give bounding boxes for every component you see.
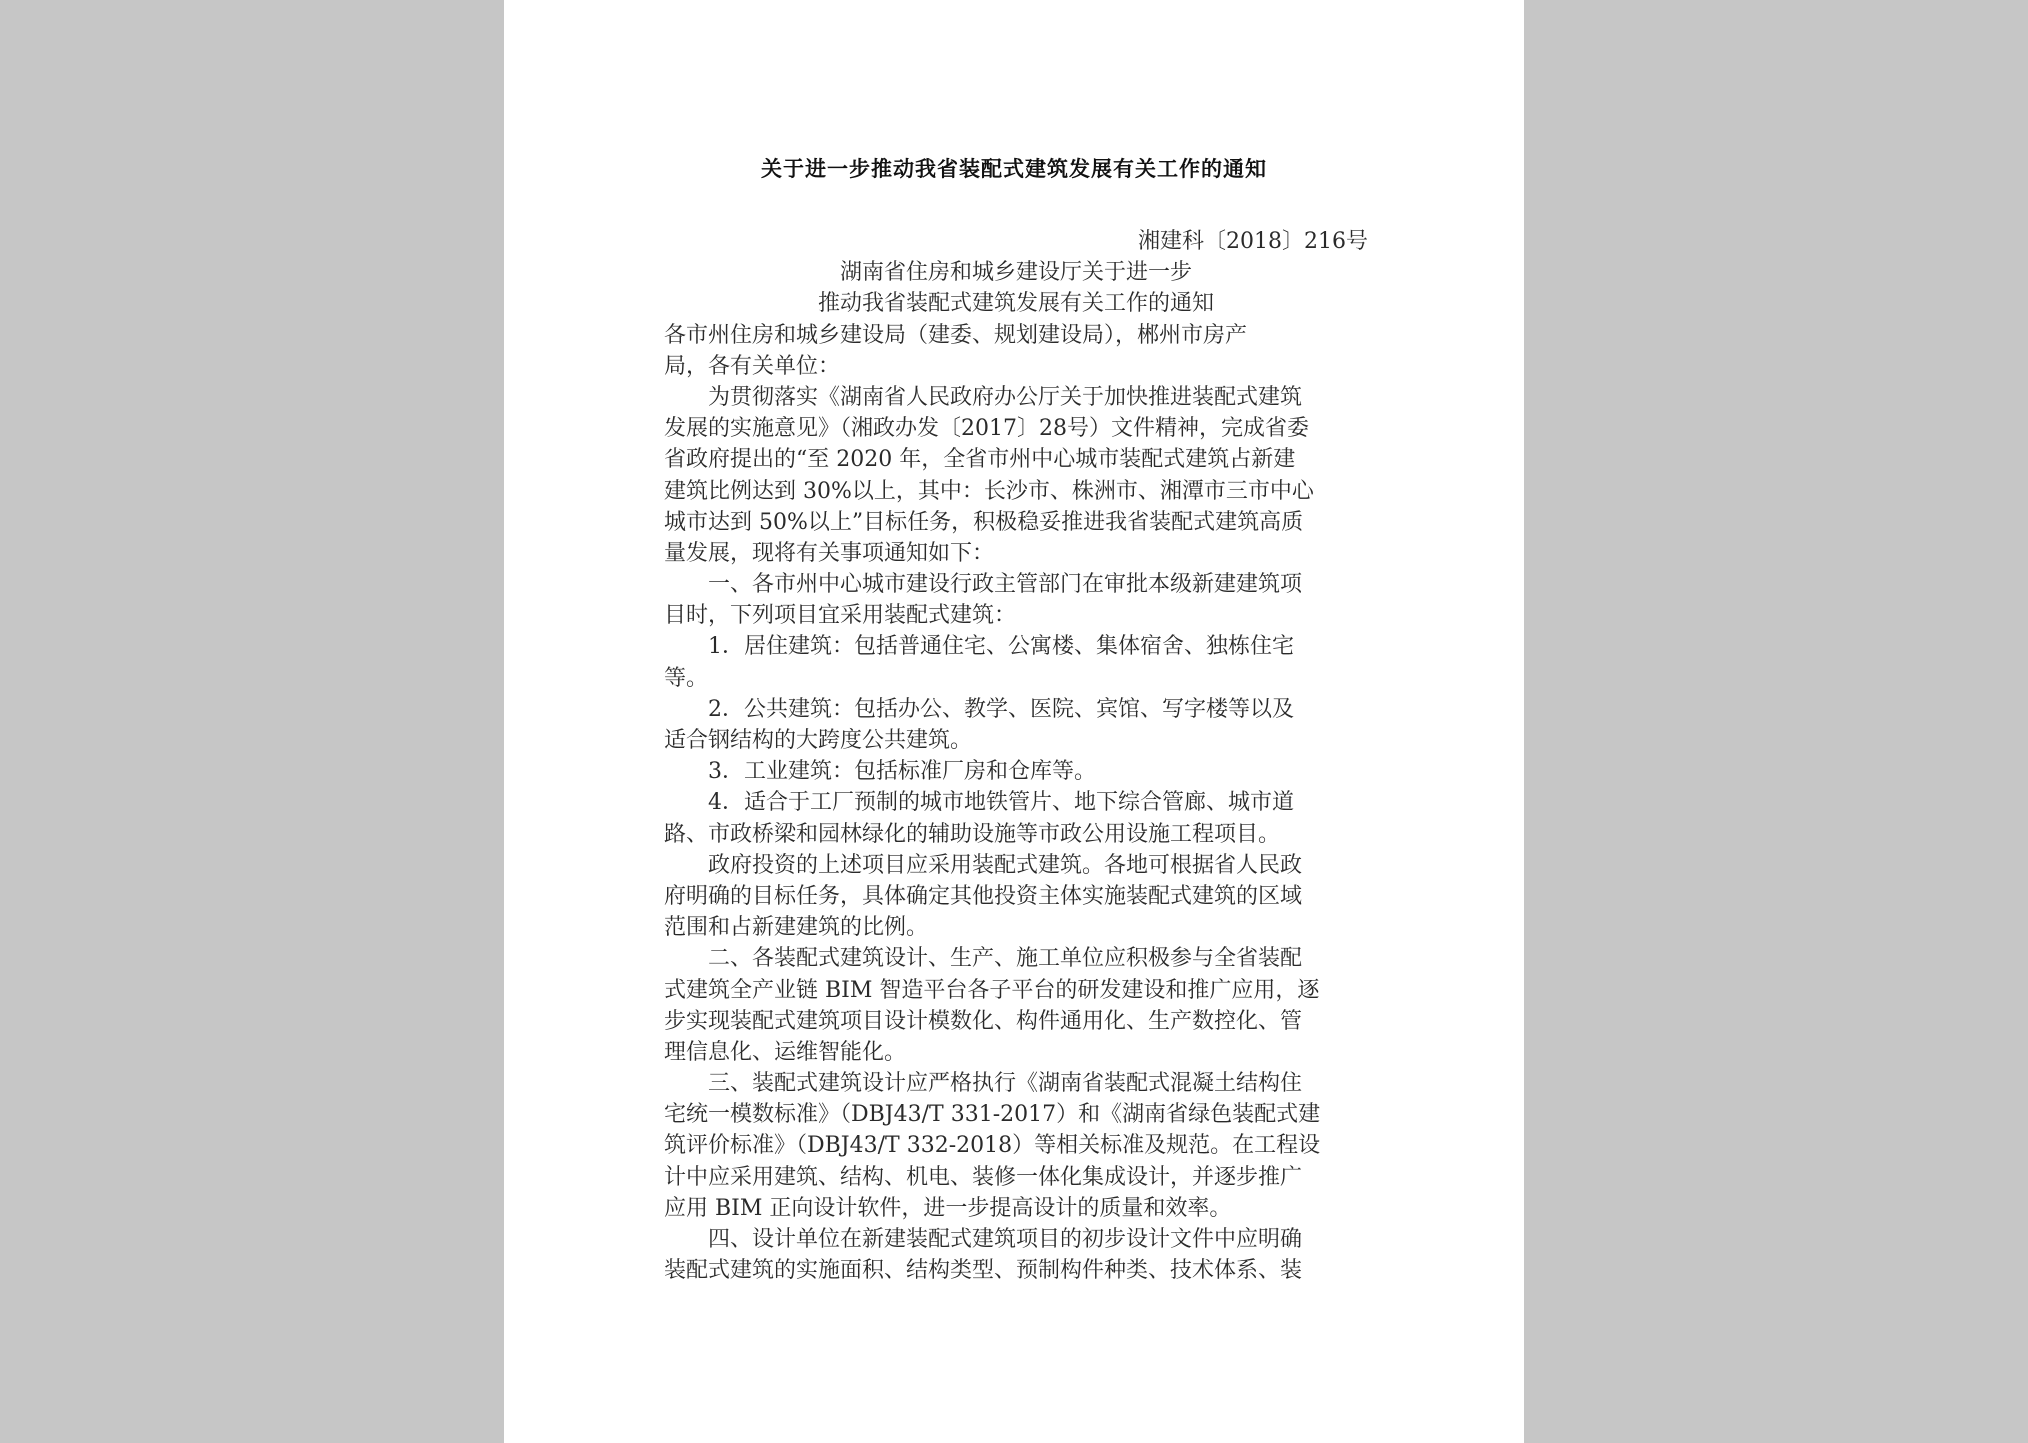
text-line: 3．工业建筑：包括标准厂房和仓库等。	[708, 759, 1096, 785]
text-line: 量发展，现将有关事项通知如下：	[664, 540, 995, 566]
text-line: 目时，下列项目宜采用装配式建筑：	[664, 603, 1017, 629]
text-line: 4．适合于工厂预制的城市地铁管片、地下综合管廊、城市道	[708, 790, 1294, 816]
text-line: 2．公共建筑：包括办公、教学、医院、宾馆、写字楼等以及	[708, 696, 1294, 722]
text-line: 式建筑全产业链 BIM 智造平台各子平台的研发建设和推广应用，逐	[664, 977, 1320, 1003]
text-line: 发展的实施意见》（湘政办发〔2017〕28号）文件精神，完成省委	[664, 416, 1309, 442]
text-line: 步实现装配式建筑项目设计模数化、构件通用化、生产数控化、管	[664, 1008, 1303, 1034]
text-line: 理信息化、运维智能化。	[664, 1039, 907, 1065]
text-line: 一、各市州中心城市建设行政主管部门在审批本级新建建筑项	[708, 572, 1303, 598]
document-page	[504, 0, 1524, 1443]
text-line: 建筑比例达到 30%以上，其中：长沙市、株洲市、湘潭市三市中心	[664, 478, 1314, 504]
text-line: 宅统一模数标准》（DBJ43/T 331-2017）和《湖南省绿色装配式建	[664, 1102, 1321, 1128]
text-line: 四、设计单位在新建装配式建筑项目的初步设计文件中应明确	[708, 1227, 1303, 1252]
inner-title-line-1: 湖南省住房和城乡建设厅关于进一步	[839, 260, 1192, 286]
text-line: 装配式建筑的实施面积、结构类型、预制构件种类、技术体系、装	[664, 1258, 1303, 1284]
text-line: 府明确的目标任务，具体确定其他投资主体实施装配式建筑的区域	[664, 883, 1303, 909]
text-line: 城市达到 50%以上”目标任务，积极稳妥推进我省装配式建筑高质	[664, 509, 1304, 535]
text-line: 三、装配式建筑设计应严格执行《湖南省装配式混凝土结构住	[708, 1071, 1303, 1097]
text-line: 省政府提出的“至 2020 年，全省市州中心城市装配式建筑占新建	[664, 447, 1296, 473]
text-line: 应用 BIM 正向设计软件，进一步提高设计的质量和效率。	[664, 1195, 1232, 1221]
text-line: 为贯彻落实《湖南省人民政府办公厅关于加快推进装配式建筑	[708, 384, 1303, 410]
document-number: 湘建科〔2018〕216号	[1138, 229, 1368, 254]
text-line: 1．居住建筑：包括普通住宅、公寓楼、集体宿舍、独栋住宅	[708, 634, 1294, 660]
text-line: 等。	[664, 665, 709, 691]
text-line: 二、各装配式建筑设计、生产、施工单位应积极参与全省装配	[708, 946, 1303, 972]
text-line: 政府投资的上述项目应采用装配式建筑。各地可根据省人民政	[708, 852, 1303, 878]
text-line: 各市州住房和城乡建设局（建委、规划建设局），郴州市房产	[664, 322, 1248, 348]
document-body	[664, 226, 1368, 1286]
text-line: 筑评价标准》（DBJ43/T 332-2018）等相关标准及规范。在工程设	[664, 1133, 1321, 1159]
text-line: 适合钢结构的大跨度公共建筑。	[664, 728, 973, 753]
text-line: 范围和占新建建筑的比例。	[664, 915, 929, 941]
text-line: 计中应采用建筑、结构、机电、装修一体化集成设计，并逐步推广	[664, 1164, 1303, 1190]
inner-title-line-2: 推动我省装配式建筑发展有关工作的通知	[817, 291, 1214, 317]
document-heading: 关于进一步推动我省装配式建筑发展有关工作的通知	[761, 156, 1267, 181]
text-line: 局，各有关单位：	[664, 353, 841, 379]
text-line: 路、市政桥梁和园林绿化的辅助设施等市政公用设施工程项目。	[664, 821, 1281, 847]
